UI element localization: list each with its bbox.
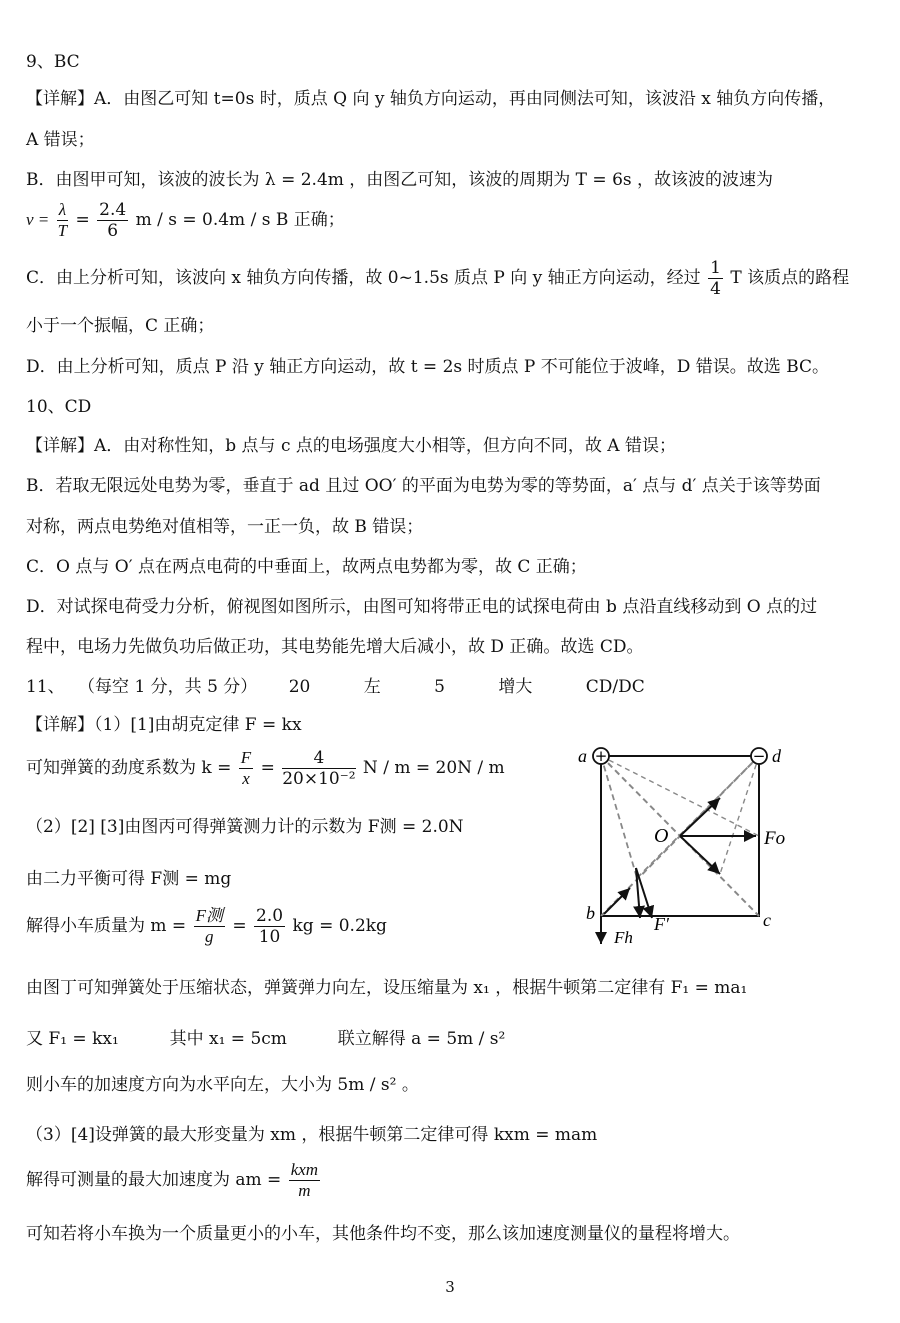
answer-4: 增大	[498, 677, 533, 697]
formula-text: =	[232, 916, 247, 936]
fraction-denominator: 20×10⁻²	[282, 769, 356, 789]
label-O: O	[654, 825, 669, 847]
formula-text: N / m = 20N / m	[362, 758, 505, 778]
line-12: 对称，两点电势绝对值相等，一正一负，故 B 错误；	[26, 517, 424, 537]
fraction-numerator: F	[240, 748, 252, 767]
plus-sign: +	[594, 747, 608, 765]
line-text: 解得小车质量为 m =	[26, 916, 187, 936]
line-8: D．由上分析可知，质点 P 沿 y 轴正方向运动，故 t = 2s 时质点 P 不可能位于波峰，D 错误。故选 BC。	[26, 357, 830, 377]
line-18	[26, 748, 505, 789]
line-1: 9、BC	[26, 52, 80, 72]
answer-2: 左	[363, 677, 381, 697]
fraction-denominator: 10	[258, 927, 281, 947]
fraction	[57, 200, 68, 241]
fraction-numerator: kxm	[290, 1160, 319, 1179]
line-17: 【详解】（1）[1]由胡克定律 F = kx	[26, 715, 302, 735]
line-24: 则小车的加速度方向为水平向左，大小为 5m / s² 。	[26, 1075, 419, 1095]
answer-3: 5	[434, 677, 445, 697]
force-arrow	[604, 888, 630, 914]
dashed-line	[601, 756, 759, 836]
minus-sign: −	[752, 747, 766, 765]
force-arrow	[680, 798, 720, 836]
label-a: a	[578, 746, 587, 766]
formula-text: 其中 x₁ = 5cm	[169, 1029, 287, 1049]
line-4: B．由图甲可知，该波的波长为 λ = 2.4m ，由图乙可知，该波的周期为 T = 6s ，故该波的波速为	[26, 170, 774, 190]
formula-text: v =	[26, 210, 50, 229]
fraction	[239, 748, 253, 789]
line-5	[26, 200, 345, 241]
fraction-denominator: m	[298, 1181, 311, 1200]
line-16	[26, 675, 645, 699]
answer-5: CD/DC	[585, 677, 645, 697]
line-13: C．O 点与 O′ 点在两点电荷的中垂面上，故两点电势都为零，故 C 正确；	[26, 557, 587, 577]
fraction-numerator: F测	[195, 906, 223, 925]
fraction-denominator: g	[205, 927, 214, 946]
formula-text: kg = 0.2kg	[292, 916, 387, 936]
line-9: 10、CD	[26, 397, 92, 417]
fraction	[289, 1160, 320, 1201]
line-3: A 错误；	[26, 130, 95, 150]
score-note: （每空 1 分，共 5 分）	[78, 677, 258, 697]
line-6	[26, 258, 849, 299]
fraction	[97, 200, 128, 241]
formula-text: m / s = 0.4m / s B 正确；	[135, 210, 345, 230]
line-15: 程中，电场力先做负功后做正功，其电势能先增大后减小，故 D 正确。故选 CD。	[26, 637, 644, 657]
fraction	[254, 906, 285, 947]
page-number: 3	[445, 1278, 455, 1296]
fraction-numerator: 2.4	[99, 200, 127, 220]
fraction-denominator: 4	[710, 279, 721, 299]
fraction-numerator: 4	[282, 748, 355, 769]
fraction-denominator: 6	[107, 221, 119, 241]
formula-text: =	[75, 210, 90, 230]
label-Fh: Fh	[614, 928, 633, 947]
label-d: d	[772, 746, 781, 766]
fraction-denominator: T	[57, 221, 68, 240]
line-text: 解得可测量的最大加速度为 am =	[26, 1170, 282, 1190]
dashed-line	[720, 756, 759, 874]
formula-text: =	[260, 758, 275, 778]
line-7: 小于一个振幅，C 正确；	[26, 316, 215, 336]
line-22: 由图丁可知弹簧处于压缩状态，弹簧弹力向左，设压缩量为 x₁ ，根据牛顿第二定律有 F₁ = ma₁	[26, 978, 748, 998]
fraction-numerator: λ	[58, 200, 67, 219]
line-26	[26, 1160, 322, 1201]
line-19: （2）[2] [3]由图丙可得弹簧测力计的示数为 F测 = 2.0N	[26, 817, 464, 837]
label-Fo: Fo	[764, 828, 786, 849]
fraction-denominator: x	[242, 769, 250, 788]
answer-1: 20	[288, 677, 311, 697]
line-14: D．对试探电荷受力分析，俯视图如图所示，由图可知将带正电的试探电荷由 b 点沿直线移动到 O 点的过	[26, 597, 818, 617]
fraction	[194, 906, 225, 947]
line-20: 由二力平衡可得 F测 = mg	[26, 869, 232, 889]
line-text: 可知弹簧的劲度系数为 k =	[26, 758, 232, 778]
force-diagram	[570, 738, 810, 963]
force-arrow	[680, 836, 720, 874]
formula-text: 联立解得 a = 5m / s²	[337, 1029, 506, 1049]
line-11: B．若取无限远处电势为零，垂直于 ad 且过 OO′ 的平面为电势为零的等势面，a′ 点与 d′ 点关于该等势面	[26, 476, 821, 496]
fraction-numerator: 2.0	[256, 906, 284, 926]
line-text: T 该质点的路程	[730, 268, 850, 288]
fraction-numerator: 1	[710, 258, 721, 278]
line-10: 【详解】A．由对称性知，b 点与 c 点的电场强度大小相等，但方向不同，故 A 错误；	[26, 436, 676, 456]
label-c: c	[763, 910, 771, 930]
question-number: 11、	[26, 677, 65, 697]
line-21	[26, 906, 387, 947]
label-Fprime: F′	[654, 914, 669, 934]
formula-text: 又 F₁ = kx₁	[26, 1029, 119, 1049]
fraction	[282, 748, 355, 789]
line-27: 可知若将小车换为一个质量更小的小车，其他条件均不变，那么该加速度测量仪的量程将增大。	[26, 1224, 740, 1244]
label-b: b	[586, 903, 595, 923]
line-text: C．由上分析可知，该波向 x 轴负方向传播，故 0~1.5s 质点 P 向 y 轴正方向运动，经过	[26, 268, 701, 288]
line-23	[26, 1027, 505, 1051]
fraction	[708, 258, 723, 299]
line-2: 【详解】A．由图乙可知 t=0s 时，质点 Q 向 y 轴负方向运动，再由同侧法可知，该波沿 x 轴负方向传播，	[26, 89, 836, 109]
line-25: （3）[4]设弹簧的最大形变量为 xm ，根据牛顿第二定律可得 kxm = mam	[26, 1125, 598, 1145]
